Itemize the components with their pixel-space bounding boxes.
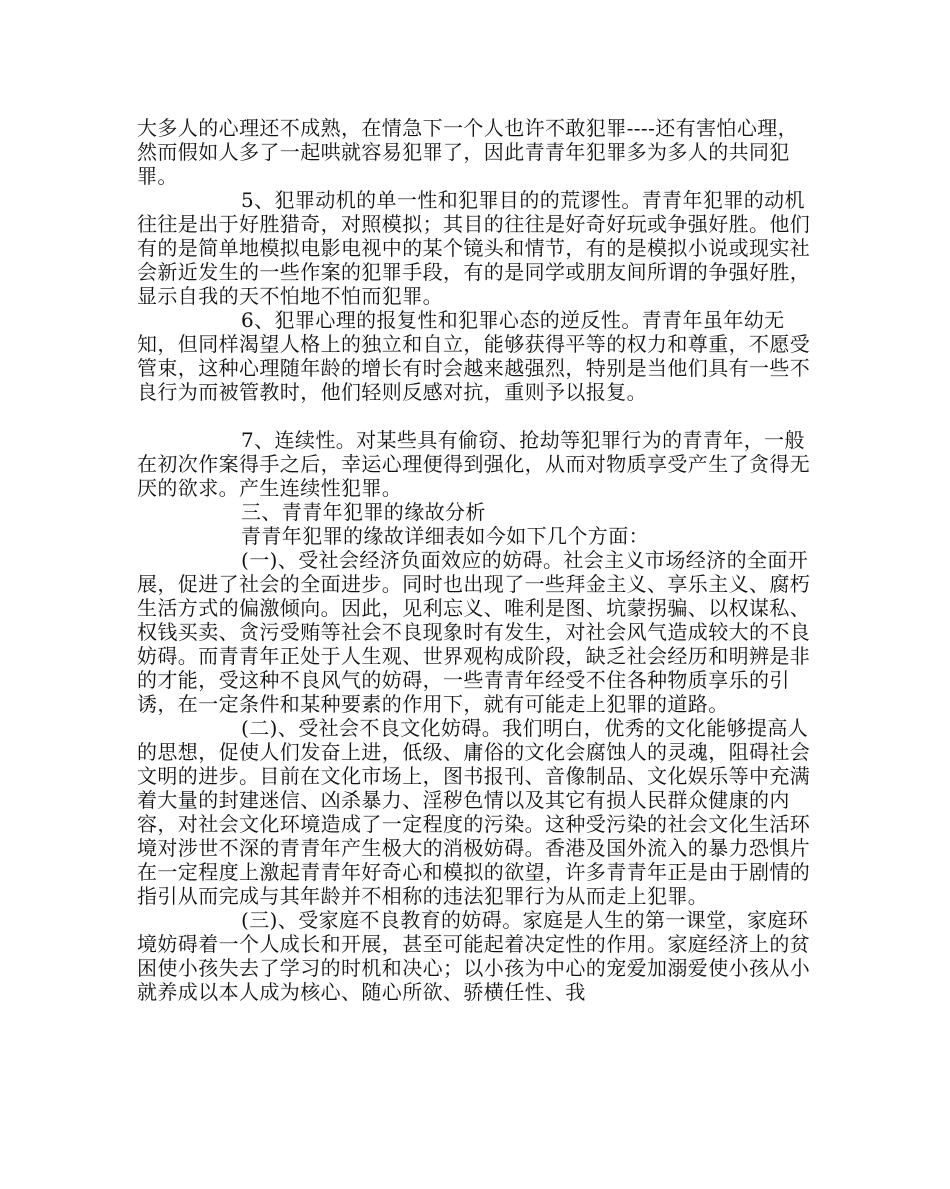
- document-body: [137, 116, 817, 1004]
- paragraph-intro: 青青年犯罪的缘故详细表如今如下几个方面：: [241, 524, 649, 548]
- paragraph-3: 6、犯罪心理的报复性和犯罪心态的逆反性。青青年虽年幼无知，但同样渴望人格上的独立和自立，能够获得平等的权力和尊重，不愿受管束，这种心理随年龄的增长有时会越来越强烈，特别是当他们具有一些不良行为而被管教时，他们轻则反感对抗，重则予以报复。: [137, 308, 811, 404]
- paragraph-economic: (一)、受社会经济负面效应的妨碍。社会主义市场经济的全面开展，促进了社会的全面进步。同时也出现了一些拜金主义、享乐主义、腐朽生活方式的偏激倾向。因此，见利忘义、唯利是图、坑蒙拐骗、以权谋私、权钱买卖、贪污受贿等社会不良现象时有发生，对社会风气造成较大的不良妨碍。而青青年正处于人生观、世界观构成阶段，缺乏社会经历和明辨是非的才能，受这种不良风气的妨碍，一些青青年经受不住各种物质享乐的引诱，在一定条件和某种要素的作用下，就有可能走上犯罪的道路。: [137, 548, 811, 716]
- paragraph-culture: (二)、受社会不良文化妨碍。我们明白，优秀的文化能够提高人的思想，促使人们发奋上进，低级、庸俗的文化会腐蚀人的灵魂，阻碍社会文明的进步。目前在文化市场上，图书报刊、音像制品、文化娱乐等中充满着大量的封建迷信、凶杀暴力、淫秽色情以及其它有损人民群众健康的内容，对社会文化环境造成了一定程度的污染。这种受污染的社会文化生活环境对涉世不深的青青年产生极大的消极妨碍。香港及国外流入的暴力恐惧片在一定程度上激起青青年好奇心和模拟的欲望，许多青青年正是由于剧情的指引从而完成与其年龄并不相称的违法犯罪行为从而走上犯罪。: [137, 716, 811, 908]
- paragraph-family: (三)、受家庭不良教育的妨碍。家庭是人生的第一课堂，家庭环境妨碍着一个人成长和开展，甚至可能起着决定性的作用。家庭经济上的贫困使小孩失去了学习的时机和决心；以小孩为中心的宠爱加溺爱使小孩从小就养成以本人成为核心、随心所欲、骄横任性、我: [137, 908, 811, 1004]
- paragraph-1: 大多人的心理还不成熟，在情急下一个人也许不敢犯罪----还有害怕心理，然而假如人多了一起哄就容易犯罪了，因此青青年犯罪多为多人的共同犯罪。: [137, 116, 799, 188]
- paragraph-2: 5、犯罪动机的单一性和犯罪目的的荒谬性。青青年犯罪的动机往往是出于好胜猎奇，对照模拟；其目的往往是好奇好玩或争强好胜。他们有的是简单地模拟电影电视中的某个镜头和情节，有的是模拟小说或现实社会新近发生的一些作案的犯罪手段，有的是同学或朋友间所谓的争强好胜，显示自我的天不怕地不怕而犯罪。: [137, 188, 811, 308]
- paragraph-4: 7、连续性。对某些具有偷窃、抢劫等犯罪行为的青青年，一般在初次作案得手之后，幸运心理便得到强化，从而对物质享受产生了贪得无厌的欲求。产生连续性犯罪。: [137, 428, 811, 500]
- section-heading: 三、青青年犯罪的缘故分析: [241, 500, 486, 524]
